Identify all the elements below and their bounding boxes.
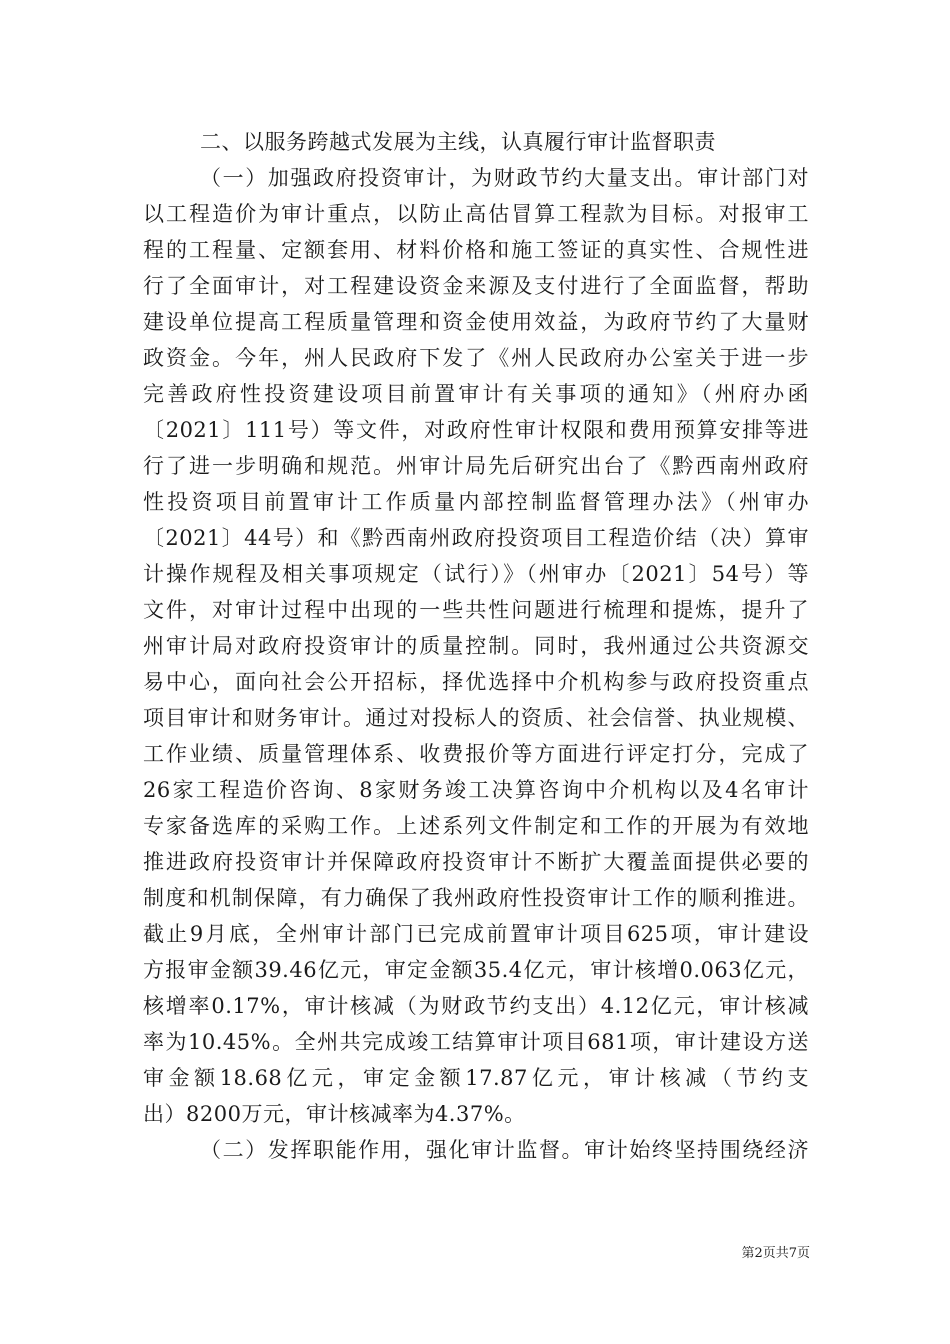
paragraph-line: 项目审计和财务审计。通过对投标人的资质、社会信誉、执业规模、	[143, 706, 809, 730]
paragraph-line: 政资金。今年，州人民政府下发了《州人民政府办公室关于进一步	[143, 346, 809, 370]
paragraph-line: 截止9月底，全州审计部门已完成前置审计项目625项，审计建设	[143, 922, 809, 946]
paragraph-line: 完善政府性投资建设项目前置审计有关事项的通知》（州府办函	[143, 382, 809, 406]
paragraph-line: 以工程造价为审计重点，以防止高估冒算工程款为目标。对报审工	[143, 202, 809, 226]
paragraph-line: 出）8200万元，审计核减率为4.37%。	[143, 1102, 526, 1126]
paragraph-line: 程的工程量、定额套用、材料价格和施工签证的真实性、合规性进	[143, 238, 809, 262]
paragraph-line: 建设单位提高工程质量管理和资金使用效益，为政府节约了大量财	[143, 310, 809, 334]
page-number-footer: 第2页共7页	[741, 1246, 810, 1261]
paragraph-line: 制度和机制保障，有力确保了我州政府性投资审计工作的顺利推进。	[143, 886, 809, 910]
paragraph-line: 行了进一步明确和规范。州审计局先后研究出台了《黔西南州政府	[143, 454, 809, 478]
paragraph-line: （二）发挥职能作用，强化审计监督。审计始终坚持围绕经济	[200, 1138, 809, 1162]
paragraph-line: 专家备选库的采购工作。上述系列文件制定和工作的开展为有效地	[143, 814, 809, 838]
paragraph-line: 26家工程造价咨询、8家财务竣工决算咨询中介机构以及4名审计	[143, 778, 809, 802]
paragraph-line: 率为10.45%。全州共完成竣工结算审计项目681项，审计建设方送	[143, 1030, 809, 1054]
paragraph-line: 易中心，面向社会公开招标，择优选择中介机构参与政府投资重点	[143, 670, 809, 694]
paragraph-line: 工作业绩、质量管理体系、收费报价等方面进行评定打分，完成了	[143, 742, 809, 766]
paragraph-line: 行了全面审计，对工程建设资金来源及支付进行了全面监督，帮助	[143, 274, 809, 298]
paragraph-line: 〔2021〕44号）和《黔西南州政府投资项目工程造价结（决）算审	[143, 526, 809, 550]
paragraph-line: 州审计局对政府投资审计的质量控制。同时，我州通过公共资源交	[143, 634, 809, 658]
paragraph-line: 推进政府投资审计并保障政府投资审计不断扩大覆盖面提供必要的	[143, 850, 809, 874]
paragraph-line: 性投资项目前置审计工作质量内部控制监督管理办法》（州审办	[143, 490, 809, 514]
section-heading: 二、以服务跨越式发展为主线，认真履行审计监督职责	[200, 130, 716, 154]
paragraph-line: 〔2021〕111号）等文件，对政府性审计权限和费用预算安排等进	[143, 418, 809, 442]
paragraph-line: 核增率0.17%，审计核减（为财政节约支出）4.12亿元，审计核减	[143, 994, 809, 1018]
paragraph-line: 审金额18.68亿元，审定金额17.87亿元，审计核减（节约支	[143, 1066, 809, 1090]
paragraph-line: （一）加强政府投资审计，为财政节约大量支出。审计部门对	[200, 166, 809, 190]
paragraph-line: 方报审金额39.46亿元，审定金额35.4亿元，审计核增0.063亿元，	[143, 958, 809, 982]
paragraph-line: 计操作规程及相关事项规定（试行）》（州审办〔2021〕54号）等	[143, 562, 809, 586]
paragraph-line: 文件，对审计过程中出现的一些共性问题进行梳理和提炼，提升了	[143, 598, 809, 622]
